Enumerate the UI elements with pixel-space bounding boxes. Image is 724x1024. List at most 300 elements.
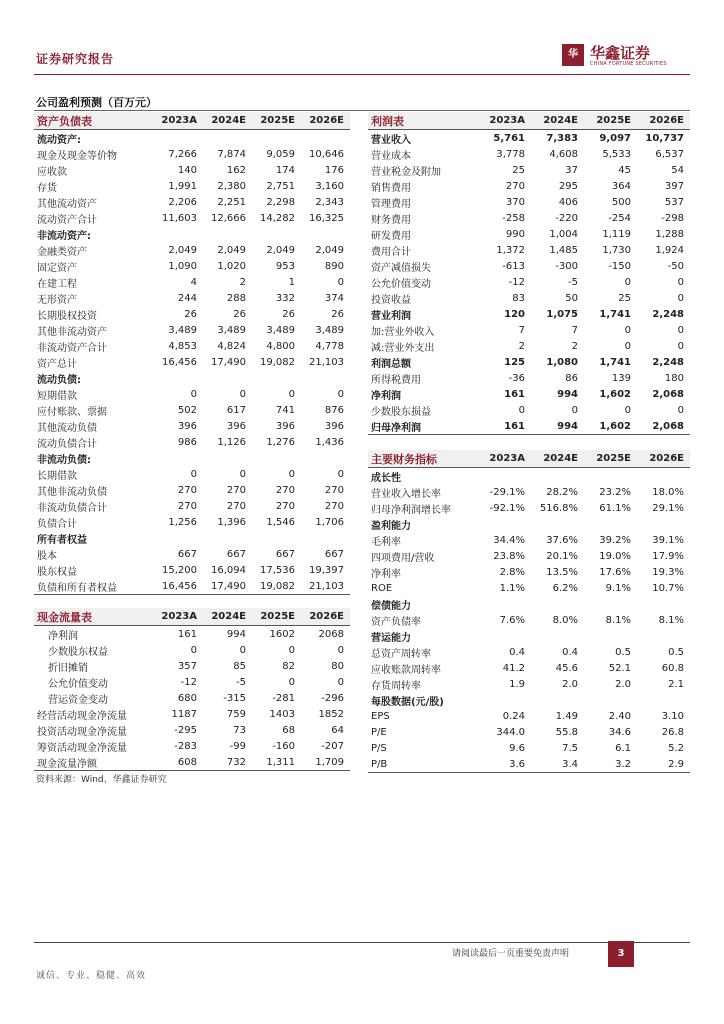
row-label: P/E <box>371 726 387 738</box>
cell-value: 41.2 <box>502 662 525 674</box>
year-header: 2025E <box>252 112 301 130</box>
cell-value: 3,489 <box>217 324 246 336</box>
income-statement-table <box>368 112 690 435</box>
table-row <box>368 756 690 773</box>
cell-value: 7.6% <box>499 614 525 626</box>
cell-value: 1403 <box>269 708 295 720</box>
cell-value: -29.1% <box>489 486 525 498</box>
row-label: 存货 <box>37 182 57 194</box>
cell-value <box>154 370 203 386</box>
cell-value: 537 <box>664 196 684 208</box>
cell-value: 288 <box>226 292 246 304</box>
cell-value: 8.0% <box>552 614 578 626</box>
cell-value: 80 <box>331 660 344 672</box>
cell-value: 17,490 <box>211 356 246 368</box>
disclaimer-link[interactable]: 请阅读最后一页重要免责声明 <box>452 949 570 959</box>
table-row <box>34 178 350 194</box>
cell-value: 0 <box>337 644 344 656</box>
table-row <box>368 370 690 386</box>
table-row <box>34 386 350 402</box>
cell-value: 18.0% <box>652 486 684 498</box>
row-label: 长期股权投资 <box>37 310 97 322</box>
cell-value: 357 <box>177 660 197 672</box>
cell-value <box>531 516 584 532</box>
table-row <box>368 692 690 708</box>
row-label: 总资产周转率 <box>371 648 431 660</box>
cell-value: 617 <box>226 404 246 416</box>
cell-value <box>531 628 584 644</box>
cell-value: 4 <box>190 276 197 288</box>
cell-value: -99 <box>229 740 246 752</box>
cell-value: 396 <box>324 420 344 432</box>
cell-value: -298 <box>661 212 684 224</box>
cell-value: 19,082 <box>260 356 295 368</box>
cell-value: 1,372 <box>496 244 525 256</box>
cell-value: 19.0% <box>599 550 631 562</box>
cell-value: -50 <box>667 260 684 272</box>
year-header: 2024E <box>203 112 252 130</box>
cell-value: 5,761 <box>493 132 525 144</box>
cell-value: 2.8% <box>499 566 525 578</box>
cell-value: 161 <box>504 388 525 400</box>
cell-value: 0.4 <box>562 646 578 658</box>
cell-value: 16,456 <box>162 356 197 368</box>
table-row <box>34 722 350 738</box>
cell-value: 397 <box>664 180 684 192</box>
cell-value: 28.2% <box>546 486 578 498</box>
table-row <box>34 706 350 722</box>
cell-value: 4,608 <box>549 148 578 160</box>
row-label: 流动负债: <box>37 374 81 386</box>
row-label: ROE <box>371 582 393 594</box>
cell-value: 1,396 <box>217 516 246 528</box>
cell-value <box>203 370 252 386</box>
cell-value <box>478 692 531 708</box>
row-label: 净利润 <box>371 390 401 402</box>
cell-value: 270 <box>226 500 246 512</box>
logo-name-cn: 华鑫证券 <box>590 44 651 62</box>
table-header-row <box>34 112 350 130</box>
cell-value: -281 <box>272 692 295 704</box>
table-row <box>368 500 690 516</box>
table-row <box>34 226 350 242</box>
cell-value: -160 <box>272 740 295 752</box>
cell-value: 3,489 <box>168 324 197 336</box>
cell-value: 73 <box>233 724 246 736</box>
cell-value: 52.1 <box>608 662 631 674</box>
year-header: 2024E <box>531 112 584 130</box>
table-row <box>368 162 690 178</box>
cell-value: -92.1% <box>489 502 525 514</box>
row-label: 管理费用 <box>371 198 411 210</box>
cell-value <box>154 226 203 242</box>
cell-value: 2,380 <box>217 180 246 192</box>
cell-value: 759 <box>226 708 246 720</box>
cell-value: 0 <box>624 404 631 416</box>
cell-value: 162 <box>226 164 246 176</box>
year-header: 2026E <box>637 450 690 468</box>
cell-value: 0 <box>288 644 295 656</box>
table-row <box>368 484 690 500</box>
table-row <box>34 674 350 690</box>
cell-value: 16,094 <box>211 564 246 576</box>
cell-value: 10,646 <box>309 148 344 160</box>
cell-value: 502 <box>177 404 197 416</box>
cell-value: 0.4 <box>509 646 525 658</box>
row-label: 应收款 <box>37 166 67 178</box>
cell-value: 396 <box>177 420 197 432</box>
cell-value: 1.49 <box>555 710 578 722</box>
cell-value: 4,824 <box>217 340 246 352</box>
cell-value: 3.2 <box>584 756 637 773</box>
row-label: 所有者权益 <box>37 534 87 546</box>
cell-value: 3,489 <box>315 324 344 336</box>
cell-value <box>584 596 637 612</box>
cell-value: 7,874 <box>217 148 246 160</box>
table-row <box>34 210 350 226</box>
cell-value: -254 <box>608 212 631 224</box>
table-title: 利润表 <box>368 112 478 130</box>
table-row <box>368 178 690 194</box>
row-label: 投资收益 <box>371 294 411 306</box>
cell-value <box>301 370 350 386</box>
table-row <box>34 194 350 210</box>
cell-value <box>478 516 531 532</box>
row-label: 少数股东损益 <box>371 406 431 418</box>
cell-value: 244 <box>177 292 197 304</box>
cell-value: 0 <box>190 644 197 656</box>
cell-value: 396 <box>226 420 246 432</box>
table-row <box>34 690 350 706</box>
cell-value: 9.6 <box>509 742 525 754</box>
cell-value: 1,602 <box>599 388 631 400</box>
cell-value: 2.40 <box>608 710 631 722</box>
cell-value: 3,778 <box>496 148 525 160</box>
table-row <box>368 596 690 612</box>
cell-value <box>203 130 252 147</box>
row-label: 资产减值损失 <box>371 262 431 274</box>
cell-value <box>203 450 252 466</box>
cell-value: 64 <box>331 724 344 736</box>
row-label: 公允价值变动 <box>371 278 431 290</box>
cell-value: 82 <box>282 660 295 672</box>
cell-value: -220 <box>555 212 578 224</box>
cell-value: 12,666 <box>211 212 246 224</box>
cell-value: 1,256 <box>168 516 197 528</box>
cell-value: 34.6 <box>608 726 631 738</box>
table-row <box>34 242 350 258</box>
cell-value: -150 <box>608 260 631 272</box>
cell-value: 26 <box>282 308 295 320</box>
row-label: 金融类资产 <box>37 246 87 258</box>
cell-value <box>203 226 252 242</box>
table-row <box>34 130 350 147</box>
cell-value: 16,325 <box>309 212 344 224</box>
table-row <box>368 468 690 485</box>
row-label: 加:营业外收入 <box>371 326 435 338</box>
logo-name-en: CHINA FORTUNE SECURITIES <box>590 61 667 67</box>
cell-value: 0 <box>190 468 197 480</box>
cell-value: 1,119 <box>602 228 631 240</box>
row-label: EPS <box>371 710 390 722</box>
cell-value: 2068 <box>318 628 344 640</box>
cell-value: 174 <box>275 164 295 176</box>
cell-value: 270 <box>505 180 525 192</box>
cell-value: 2,248 <box>652 356 684 368</box>
cash-flow-table <box>34 608 350 771</box>
cell-value: 2,298 <box>266 196 295 208</box>
table-row <box>368 676 690 692</box>
cell-value: 2,068 <box>637 418 690 435</box>
row-label: 其他流动负债 <box>37 422 97 434</box>
cell-value: 0.5 <box>615 646 631 658</box>
table-row <box>368 194 690 210</box>
table-row <box>34 466 350 482</box>
cell-value: 29.1% <box>652 502 684 514</box>
cell-value: 2,049 <box>217 244 246 256</box>
row-label: 长期借款 <box>37 470 77 482</box>
key-indicators-table <box>368 450 690 773</box>
table-row <box>34 354 350 370</box>
year-header: 2025E <box>252 608 301 626</box>
cell-value: 45.6 <box>555 662 578 674</box>
cell-value: -283 <box>174 740 197 752</box>
row-label: 无形资产 <box>37 294 77 306</box>
cell-value: 667 <box>275 548 295 560</box>
cell-value: 68 <box>282 724 295 736</box>
row-label: P/S <box>371 742 387 754</box>
table-title: 主要财务指标 <box>368 450 478 468</box>
cell-value: 270 <box>324 484 344 496</box>
cell-value: 86 <box>565 372 578 384</box>
cell-value: 1,276 <box>266 436 295 448</box>
cell-value <box>531 468 584 485</box>
cell-value: 0 <box>337 276 344 288</box>
table-row <box>34 482 350 498</box>
cell-value: 2 <box>571 340 578 352</box>
cell-value: 0.24 <box>502 710 525 722</box>
cell-value: 667 <box>324 548 344 560</box>
cell-value: 0 <box>288 388 295 400</box>
row-label: 公允价值变动 <box>48 678 108 690</box>
table-row <box>34 162 350 178</box>
cell-value: -12 <box>508 276 525 288</box>
table-row <box>34 402 350 418</box>
cell-value: 26.8 <box>661 726 684 738</box>
cell-value: 1,436 <box>315 436 344 448</box>
cell-value <box>252 370 301 386</box>
cell-value: 374 <box>324 292 344 304</box>
cell-value: 140 <box>177 164 197 176</box>
cell-value: 1,730 <box>602 244 631 256</box>
balance-sheet-grid <box>34 112 350 595</box>
table-row <box>368 580 690 596</box>
cell-value <box>531 692 584 708</box>
row-label: 股东权益 <box>37 566 77 578</box>
cell-value: 9,097 <box>599 132 631 144</box>
row-label: 其他非流动负债 <box>37 486 107 498</box>
table-row <box>368 708 690 724</box>
cell-value <box>252 226 301 242</box>
cell-value: 270 <box>177 484 197 496</box>
table-row <box>368 628 690 644</box>
row-label: 营业利润 <box>371 310 411 322</box>
row-label: 应付账款、票据 <box>37 406 107 418</box>
table-row <box>368 564 690 580</box>
cell-value: 1,741 <box>599 356 631 368</box>
table-row <box>368 532 690 548</box>
key-indicators-grid <box>368 450 690 773</box>
table-row <box>34 498 350 514</box>
table-row <box>368 418 690 435</box>
cell-value: 667 <box>177 548 197 560</box>
cell-value: 2.9 <box>637 756 690 773</box>
row-label: 应收账款周转率 <box>371 664 441 676</box>
cell-value: 4,778 <box>315 340 344 352</box>
cell-value: -36 <box>508 372 525 384</box>
cell-value <box>252 130 301 147</box>
cell-value: 667 <box>226 548 246 560</box>
row-label: P/B <box>368 756 478 773</box>
table-row <box>34 626 350 643</box>
cell-value: 0 <box>239 388 246 400</box>
cell-value: 994 <box>226 628 246 640</box>
row-label: 负债合计 <box>37 518 77 530</box>
cell-value: 54 <box>671 164 684 176</box>
cell-value <box>301 530 350 546</box>
cell-value: -300 <box>555 260 578 272</box>
row-label: 流动资产合计 <box>37 214 97 226</box>
cell-value <box>637 628 690 644</box>
cell-value: 2,251 <box>217 196 246 208</box>
row-label: 销售费用 <box>371 182 411 194</box>
cell-value: 1,090 <box>168 260 197 272</box>
year-header: 2023A <box>478 112 531 130</box>
table-row <box>34 258 350 274</box>
cell-value: 6.1 <box>615 742 631 754</box>
table-row <box>34 338 350 354</box>
cell-value: 1,080 <box>546 356 578 368</box>
cell-value: 23.8% <box>493 550 525 562</box>
table-row <box>34 562 350 578</box>
cell-value: 270 <box>324 500 344 512</box>
table-row <box>368 516 690 532</box>
row-label: 偿债能力 <box>371 600 411 612</box>
table-row <box>34 546 350 562</box>
table-row <box>368 724 690 740</box>
row-label: 流动负债合计 <box>37 438 97 450</box>
table-row <box>34 738 350 754</box>
table-header-row <box>34 608 350 626</box>
table-header-row <box>368 450 690 468</box>
cell-value: 1,075 <box>546 308 578 320</box>
row-label: 营业税金及附加 <box>371 166 441 178</box>
cell-value: 37 <box>565 164 578 176</box>
table-row <box>34 530 350 546</box>
source-note: 资料来源：Wind、华鑫证券研究 <box>36 775 167 785</box>
cell-value: 0 <box>337 676 344 688</box>
row-label: 利润总额 <box>371 358 411 370</box>
cell-value: -613 <box>502 260 525 272</box>
cell-value: 0 <box>624 324 631 336</box>
cell-value: 994 <box>557 388 578 400</box>
cell-value: 55.8 <box>555 726 578 738</box>
cell-value: 7 <box>571 324 578 336</box>
cell-value: 2,248 <box>652 308 684 320</box>
cell-value <box>301 130 350 147</box>
table-row <box>368 612 690 628</box>
cell-value <box>154 450 203 466</box>
row-label: 在建工程 <box>37 278 77 290</box>
cell-value: -12 <box>180 676 197 688</box>
income-statement-grid <box>368 112 690 435</box>
cell-value: 19,397 <box>309 564 344 576</box>
row-label: 负债和所有者权益 <box>34 578 154 595</box>
cell-value: -315 <box>223 692 246 704</box>
cell-value: 2,343 <box>315 196 344 208</box>
table-row <box>34 642 350 658</box>
cell-value: 2.0 <box>562 678 578 690</box>
cell-value: 39.2% <box>599 534 631 546</box>
table-row <box>34 146 350 162</box>
year-header: 2025E <box>584 112 637 130</box>
cell-value: 2.0 <box>615 678 631 690</box>
year-header: 2024E <box>203 608 252 626</box>
table-row <box>368 548 690 564</box>
cell-value: -5 <box>236 676 246 688</box>
cell-value: 364 <box>611 180 631 192</box>
cell-value: 20.1% <box>546 550 578 562</box>
year-header: 2023A <box>478 450 531 468</box>
balance-sheet-table <box>34 112 350 595</box>
cell-value: 3,160 <box>315 180 344 192</box>
cell-value: 17,536 <box>260 564 295 576</box>
cell-value: 953 <box>275 260 295 272</box>
cell-value: 500 <box>611 196 631 208</box>
row-label: 其他非流动资产 <box>37 326 107 338</box>
cell-value: 0 <box>677 404 684 416</box>
cell-value: 26 <box>331 308 344 320</box>
logo-mark-icon: 华 <box>562 44 584 66</box>
row-label: 流动资产: <box>37 134 81 146</box>
cell-value: 34.4% <box>493 534 525 546</box>
cell-value: 396 <box>275 420 295 432</box>
cell-value: 7 <box>518 324 525 336</box>
cell-value: 61.1% <box>599 502 631 514</box>
year-header: 2023A <box>154 112 203 130</box>
cell-value: -207 <box>321 740 344 752</box>
cell-value: 0 <box>288 468 295 480</box>
row-label: 少数股东权益 <box>48 646 108 658</box>
cell-value: 1,126 <box>217 436 246 448</box>
cell-value: 10,737 <box>645 132 684 144</box>
table-row <box>34 658 350 674</box>
cell-value: 50 <box>565 292 578 304</box>
table-row <box>34 514 350 530</box>
cell-value: 139 <box>611 372 631 384</box>
cell-value: 1,004 <box>549 228 578 240</box>
cell-value <box>637 468 690 485</box>
cell-value: 270 <box>177 500 197 512</box>
table-row <box>368 290 690 306</box>
row-label: 归母净利润增长率 <box>371 504 451 516</box>
row-label: 财务费用 <box>371 214 411 226</box>
cell-value: 0 <box>239 468 246 480</box>
cell-value: -258 <box>502 212 525 224</box>
table-row <box>34 418 350 434</box>
table-row <box>34 370 350 386</box>
cell-value: 17.6% <box>599 566 631 578</box>
